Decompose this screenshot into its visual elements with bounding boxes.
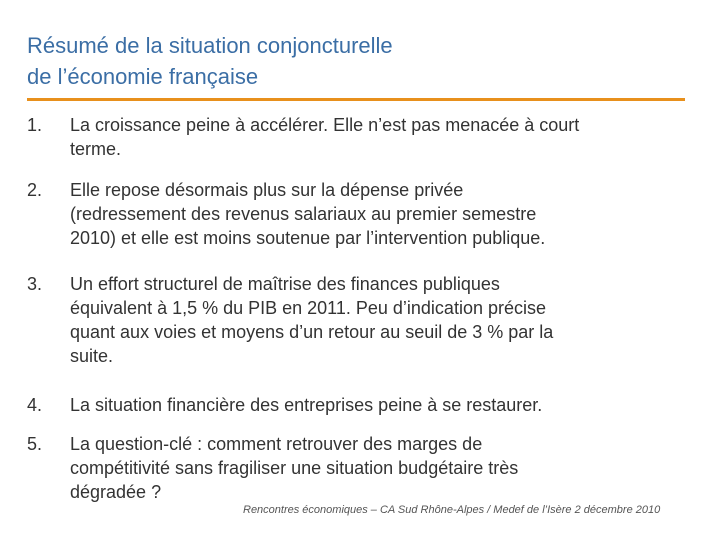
item-text <box>70 178 710 250</box>
item-text <box>70 393 710 417</box>
item-number: 1. <box>27 115 43 135</box>
item-line: (redressement des revenus salariaux au premier semestre <box>70 204 537 224</box>
item-line: La question-clé : comment retrouver des marges de <box>70 434 483 454</box>
item-line: Elle repose désormais plus sur la dépense privée <box>70 180 464 200</box>
item-text <box>70 432 710 504</box>
item-line: équivalent à 1,5 % du PIB en 2011. Peu d’indication précise <box>70 298 546 318</box>
item-line: terme. <box>70 139 122 159</box>
item-line: suite. <box>70 346 114 366</box>
item-number: 2. <box>27 180 43 200</box>
item-text <box>70 113 710 161</box>
item-line: compétitivité sans fragiliser une situation budgétaire très <box>70 458 519 478</box>
item-number: 4. <box>27 395 43 415</box>
item-line: dégradée ? <box>70 482 162 502</box>
item-number: 5. <box>27 434 43 454</box>
title-line-1: Résumé de la situation conjoncturelle <box>27 33 393 58</box>
title-line-2: de l’économie française <box>27 64 259 89</box>
item-line: Un effort structurel de maîtrise des finances publiques <box>70 274 500 294</box>
item-line: 2010) et elle est moins soutenue par l’intervention publique. <box>70 228 546 248</box>
footer-caption: Rencontres économiques – CA Sud Rhône-Alpes / Medef de l’Isère 2 décembre 2010 <box>243 504 661 516</box>
item-line: La situation financière des entreprises peine à se restaurer. <box>70 395 543 415</box>
item-number: 3. <box>27 274 43 294</box>
item-line: quant aux voies et moyens d’un retour au seuil de 3 % par la <box>70 322 554 342</box>
item-line: La croissance peine à accélérer. Elle n’est pas menacée à court <box>70 115 580 135</box>
item-text <box>70 272 710 368</box>
